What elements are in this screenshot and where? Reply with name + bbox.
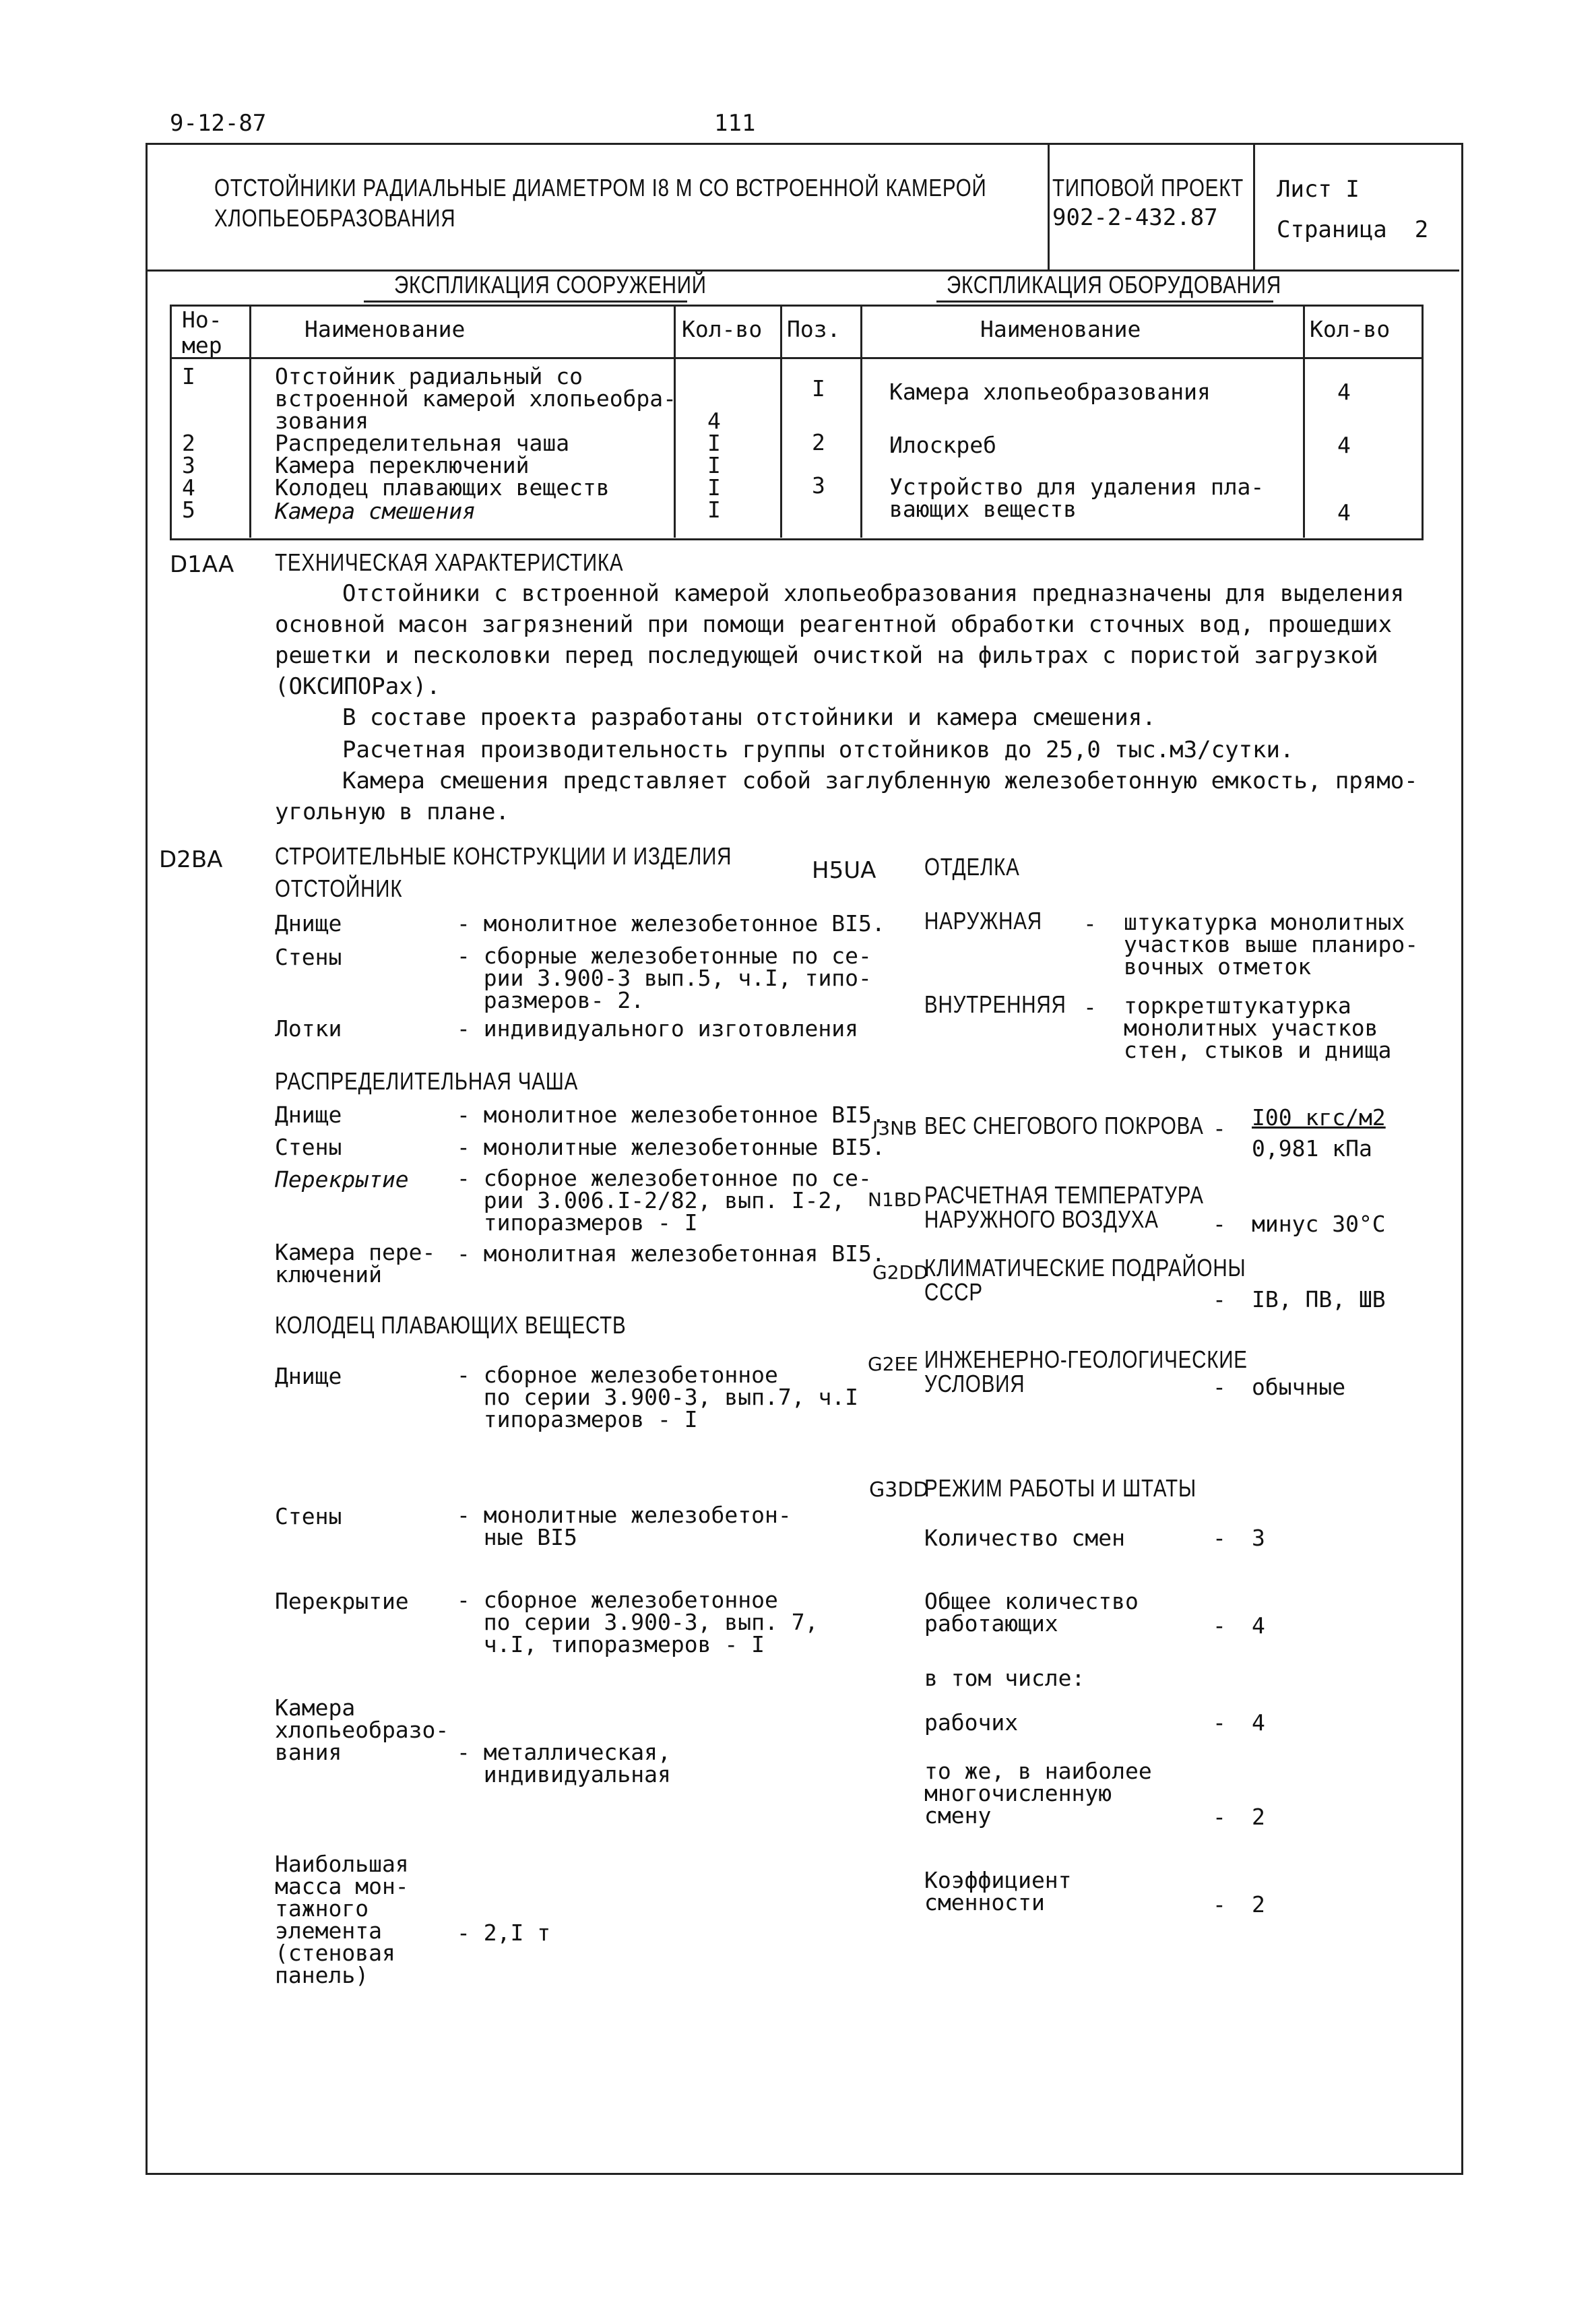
snow-code: J3NB bbox=[872, 1117, 918, 1139]
structure-numbers: I 2 3 4 5 bbox=[182, 363, 195, 523]
region-dash: - bbox=[1213, 1286, 1226, 1312]
settler-walls-value: - сборные железобетонные по се- рии 3.900-3 вып.5, ч.I, типо- размеров- 2. bbox=[457, 943, 872, 1013]
max-mass-value: - 2,I т bbox=[457, 1920, 551, 1946]
settler-heading: ОТСТОЙНИК bbox=[275, 875, 403, 902]
col-name-header: Наименование bbox=[305, 316, 466, 342]
total-workers-dash: - bbox=[1213, 1612, 1226, 1639]
technical-p4-line2: угольную в плане. bbox=[275, 798, 509, 825]
temperature-code: N1BD bbox=[868, 1189, 922, 1211]
col-eq-qty-header: Кол-во bbox=[1310, 316, 1391, 342]
finish-inner-label: ВНУТРЕННЯЯ bbox=[924, 990, 1066, 1018]
snow-value-kpa: 0,981 кПа bbox=[1252, 1135, 1372, 1162]
max-mass-label: Наибольшая масса мон- тажного элемента (стеновая панель) bbox=[275, 1851, 409, 1988]
finish-inner-value: торкретштукатурка монолитных участков стен, стыков и днища bbox=[1124, 992, 1392, 1063]
title-block-divider-1 bbox=[1048, 143, 1050, 271]
equipment-name-1: Камера хлопьеобразования bbox=[889, 379, 1211, 405]
col-divider-qty bbox=[780, 305, 782, 538]
temperature-label: РАСЧЕТНАЯ ТЕМПЕРАТУРА НАРУЖНОГО ВОЗДУХА bbox=[924, 1181, 1204, 1233]
project-number: 902-2-432.87 bbox=[1052, 204, 1218, 231]
col-divider-pos bbox=[860, 305, 862, 538]
document-code: 9-12-87 bbox=[170, 110, 267, 137]
largest-shift-label: то же, в наиболее многочисленную смену bbox=[924, 1758, 1152, 1829]
technical-p1-line1: Отстойники с встроенной камерой хлопьеобразования предназначены для выделения bbox=[342, 580, 1405, 607]
equipment-pos-3: 3 bbox=[812, 472, 825, 499]
including-label: в том числе: bbox=[924, 1665, 1085, 1691]
finish-inner-dash: - bbox=[1083, 994, 1097, 1020]
technical-p1-line2: основной масон загрязнений при помощи реагентной обработки сточных вод, прошедших bbox=[275, 611, 1393, 638]
geology-label: ИНЖЕНЕРНО-ГЕОЛОГИЧЕСКИЕ УСЛОВИЯ bbox=[924, 1346, 1248, 1397]
flocculation-chamber-label: Камера хлопьеобразо- вания bbox=[275, 1695, 449, 1765]
settler-trays-value: - индивидуального изготовления bbox=[457, 1015, 859, 1042]
technical-p1-line4: (ОКСИПОРах). bbox=[275, 673, 441, 700]
document-title-line2: ХЛОПЬЕОБРАЗОВАНИЯ bbox=[214, 204, 456, 232]
bowl-bottom-label: Днище bbox=[275, 1102, 342, 1128]
technical-heading: ТЕХНИЧЕСКАЯ ХАРАКТЕРИСТИКА bbox=[275, 548, 624, 576]
shifts-label: Количество смен bbox=[924, 1525, 1126, 1551]
well-cover-label: Перекрытие bbox=[275, 1588, 409, 1614]
well-heading: КОЛОДЕЦ ПЛАВАЮЩИХ ВЕЩЕСТВ bbox=[275, 1311, 627, 1339]
constructions-code: D2BA bbox=[159, 846, 223, 873]
structure-names: Отстойник радиальный со встроенной камерой хлопьеобра- зования Распределительная чаша Камера переключений Колодец плавающих веществ bbox=[275, 363, 677, 501]
flocculation-chamber-value: - металлическая, индивидуальная bbox=[457, 1739, 671, 1787]
technical-p3: Расчетная производительность группы отстойников до 25,0 тыс.м3/сутки. bbox=[342, 736, 1294, 763]
well-bottom-label: Днище bbox=[275, 1363, 342, 1389]
settler-trays-label: Лотки bbox=[275, 1015, 342, 1042]
technical-p4-line1: Камера смешения представляет собой заглубленную железобетонную емкость, прямо- bbox=[342, 767, 1418, 794]
col-eq-name-header: Наименование bbox=[980, 316, 1141, 342]
heading-underline-right bbox=[936, 300, 1273, 303]
total-workers-label: Общее количество работающих bbox=[924, 1588, 1139, 1637]
shift-coefficient-value: 2 bbox=[1252, 1891, 1265, 1918]
bowl-walls-value: - монолитные железобетонные BI5. bbox=[457, 1134, 885, 1160]
temperature-value: минус 30°С bbox=[1252, 1211, 1386, 1237]
snow-dash: - bbox=[1213, 1115, 1226, 1141]
shifts-dash: - bbox=[1213, 1525, 1226, 1551]
finish-outer-dash: - bbox=[1083, 910, 1097, 937]
col-pos-header: Поз. bbox=[787, 316, 841, 342]
settler-bottom-label: Днище bbox=[275, 910, 342, 937]
region-label: КЛИМАТИЧЕСКИЕ ПОДРАЙОНЫ СССР bbox=[924, 1254, 1246, 1306]
technical-code: D1AA bbox=[170, 551, 234, 578]
bowl-bottom-value: - монолитное железобетонное BI5. bbox=[457, 1102, 885, 1128]
largest-shift-dash: - bbox=[1213, 1804, 1226, 1830]
geology-dash: - bbox=[1213, 1374, 1226, 1400]
col-divider-eq-name bbox=[1303, 305, 1305, 538]
technical-p2: В составе проекта разработаны отстойники и камера смешения. bbox=[342, 704, 1156, 731]
shift-coefficient-dash: - bbox=[1213, 1891, 1226, 1918]
workers-value: 4 bbox=[1252, 1709, 1265, 1736]
settler-bottom-value: - монолитное железобетонное BI5. bbox=[457, 910, 885, 937]
workers-label: рабочих bbox=[924, 1709, 1019, 1736]
staff-heading: РЕЖИМ РАБОТЫ И ШТАТЫ bbox=[924, 1474, 1196, 1502]
bowl-cover-label: Перекрытие bbox=[275, 1166, 409, 1193]
bowl-cover-value: - сборное железобетонное по се- рии 3.006.I-2/82, вып. I-2, типоразмеров - I bbox=[457, 1165, 872, 1236]
shift-coefficient-label: Коэффициент сменности bbox=[924, 1867, 1072, 1916]
equipment-pos-1: I bbox=[812, 375, 825, 402]
bowl-heading: РАСПРЕДЕЛИТЕЛЬНАЯ ЧАША bbox=[275, 1067, 579, 1095]
equipment-pos-2: 2 bbox=[812, 429, 825, 455]
project-label: ТИПОВОЙ ПРОЕКТ bbox=[1052, 174, 1244, 201]
equipment-heading: ЭКСПЛИКАЦИЯ ОБОРУДОВАНИЯ bbox=[947, 271, 1281, 298]
switch-chamber-label: Камера пере- ключений bbox=[275, 1239, 436, 1288]
total-workers-value: 4 bbox=[1252, 1612, 1265, 1639]
col-divider-number bbox=[249, 305, 251, 538]
snow-label: ВЕС СНЕГОВОГО ПОКРОВА bbox=[924, 1112, 1204, 1139]
well-bottom-value: - сборное железобетонное по серии 3.900-3, вып.7, ч.I типоразмеров - I bbox=[457, 1362, 859, 1432]
technical-p1-line3: решетки и песколовки перед последующей очисткой на фильтрах с пористой загрузкой bbox=[275, 642, 1378, 669]
well-walls-label: Стены bbox=[275, 1503, 342, 1529]
equipment-name-3: Устройство для удаления пла- вающих веществ bbox=[889, 474, 1265, 522]
col-qty-header: Кол-во bbox=[682, 316, 763, 342]
region-value: IB, ПВ, ШВ bbox=[1252, 1286, 1386, 1312]
staff-code: G3DD bbox=[869, 1478, 929, 1502]
structures-heading: ЭКСПЛИКАЦИЯ СООРУЖЕНИЙ bbox=[394, 271, 707, 298]
constructions-heading: СТРОИТЕЛЬНЫЕ КОНСТРУКЦИИ И ИЗДЕЛИЯ bbox=[275, 842, 732, 870]
snow-value-kgs: I00 кгс/м2 bbox=[1252, 1104, 1386, 1131]
structure-quantities: 4 I I I I bbox=[707, 408, 721, 523]
switch-chamber-value: - монолитная железобетонная BI5. bbox=[457, 1240, 885, 1267]
geology-code: G2EE bbox=[868, 1353, 918, 1375]
page-label: Страница 2 bbox=[1277, 216, 1429, 243]
geology-value: обычные bbox=[1252, 1374, 1346, 1400]
sheet-number: Лист I bbox=[1277, 176, 1360, 203]
equipment-qty-3: 4 bbox=[1337, 499, 1351, 526]
page-number: 111 bbox=[714, 110, 756, 137]
equipment-qty-2: 4 bbox=[1337, 432, 1351, 458]
equipment-qty-1: 4 bbox=[1337, 379, 1351, 405]
well-cover-value: - сборное железобетонное по серии 3.900-3, вып. 7, ч.I, типоразмеров - I bbox=[457, 1587, 819, 1657]
col-number-header: Но- мер bbox=[182, 307, 222, 358]
structure-name-mixing-chamber: Камера смешения bbox=[275, 498, 476, 524]
explication-header-line bbox=[170, 357, 1422, 359]
finish-outer-label: НАРУЖНАЯ bbox=[924, 907, 1042, 935]
equipment-name-2: Илоскреб bbox=[889, 432, 996, 458]
title-block-divider-2 bbox=[1253, 143, 1255, 271]
finish-heading: ОТДЕЛКА bbox=[924, 853, 1020, 881]
well-walls-value: - монолитные железобетон- ные BI5 bbox=[457, 1502, 792, 1550]
finish-outer-value: штукатурка монолитных участков выше планиро- вочных отметок bbox=[1124, 909, 1419, 980]
bowl-walls-label: Стены bbox=[275, 1134, 342, 1160]
document-title-line1: ОТСТОЙНИКИ РАДИАЛЬНЫЕ ДИАМЕТРОМ I8 М СО ВСТРОЕННОЙ КАМЕРОЙ bbox=[214, 174, 987, 201]
heading-underline-left bbox=[364, 300, 687, 303]
temperature-dash: - bbox=[1213, 1211, 1226, 1237]
settler-walls-label: Стены bbox=[275, 944, 342, 970]
workers-dash: - bbox=[1213, 1709, 1226, 1736]
finish-code: H5UA bbox=[812, 857, 876, 884]
largest-shift-value: 2 bbox=[1252, 1804, 1265, 1830]
region-code: G2DD bbox=[872, 1261, 928, 1284]
shifts-value: 3 bbox=[1252, 1525, 1265, 1551]
